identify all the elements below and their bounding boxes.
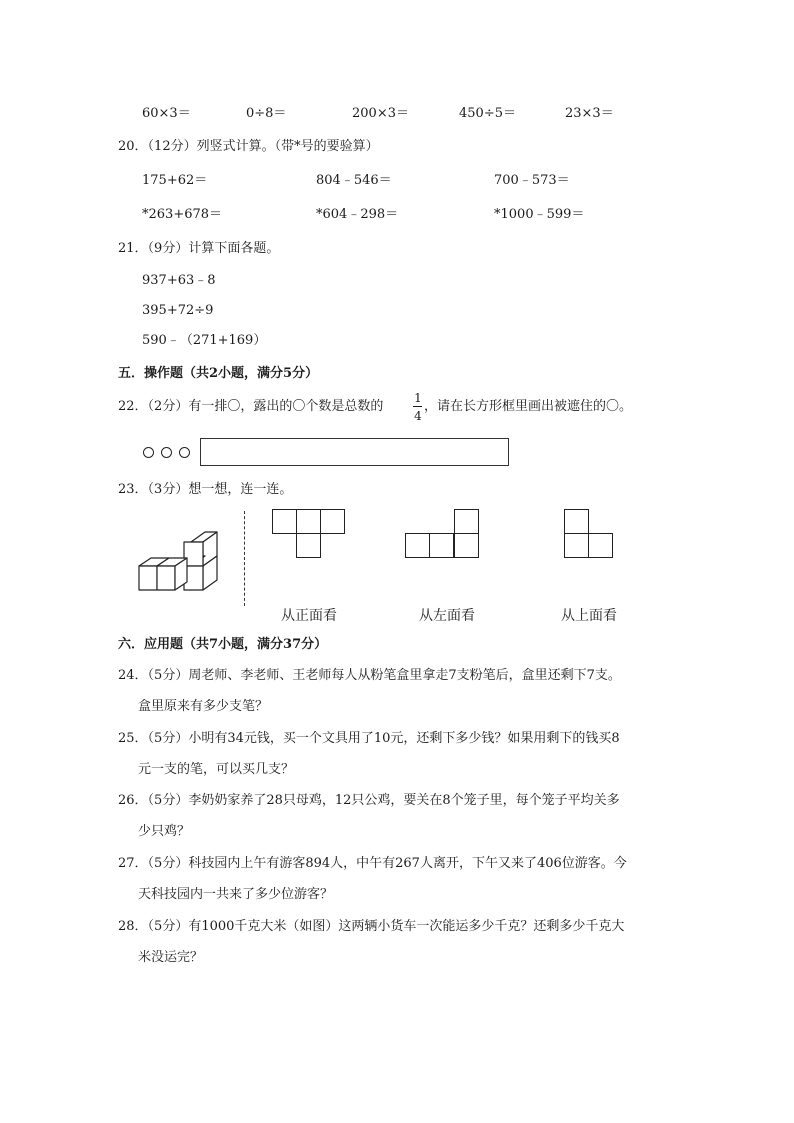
problem-line: 米没运完？	[138, 950, 204, 965]
fraction-bar	[413, 406, 422, 407]
circle-icon	[179, 447, 190, 458]
circle-icon	[161, 447, 172, 458]
question-20-title: 20．（12分）列竖式计算。（带*号的要验算）	[118, 139, 379, 154]
answer-drawing-box[interactable]	[200, 438, 509, 466]
problem-line: 24．（5分）周老师、李老师、王老师每人从粉笔盒里拿走7支粉笔后，盒里还剩下7支。	[118, 668, 621, 683]
question-22-text-before: 22．（2分）有一排〇，露出的〇个数是总数的	[118, 399, 384, 414]
problem-line: 少只鸡？	[138, 824, 191, 839]
circle-icon	[143, 447, 154, 458]
view-square	[588, 533, 613, 558]
fraction-denominator: 4	[414, 409, 422, 423]
question-21-title: 21．（9分）计算下面各题。	[118, 241, 280, 256]
calc-item: 60×3＝	[142, 106, 191, 121]
problem-line: 28．（5分）有1000千克大米（如图）这两辆小货车一次能运多少千克？还剩多少千克大	[118, 919, 625, 934]
expression-item: 590﹣（271+169）	[142, 333, 267, 348]
view-square	[296, 533, 321, 558]
view-square	[272, 509, 297, 534]
fraction-numerator: 1	[414, 391, 422, 405]
calc-item: *263+678＝	[142, 207, 223, 222]
calc-item: *1000﹣599＝	[494, 207, 585, 222]
calc-item: 200×3＝	[352, 106, 409, 121]
section-heading: 五．操作题（共2小题，满分5分）	[118, 366, 319, 381]
cube-stack-figure	[135, 528, 223, 596]
problem-line: 盒里原来有多少支笔？	[138, 699, 269, 714]
divider	[244, 511, 245, 606]
expression-item: 395+72÷9	[142, 303, 214, 318]
view-square	[564, 533, 589, 558]
view-square	[454, 509, 479, 534]
problem-line: 元一支的笔，可以买几支？	[138, 762, 295, 777]
view-square	[564, 509, 589, 534]
calc-item: 450÷5＝	[459, 106, 516, 121]
problem-line: 25．（5分）小明有34元钱，买一个文具用了10元，还剩下多少钱？如果用剩下的钱买8	[118, 731, 620, 746]
problem-line: 天科技园内一共来了多少位游客？	[138, 887, 334, 902]
view-square	[320, 509, 345, 534]
expression-item: 937+63﹣8	[142, 273, 216, 288]
calc-item: 175+62＝	[142, 173, 208, 188]
view-label-front: 从正面看	[281, 608, 337, 624]
question-22-text-after: ，请在长方形框里画出被遮住的〇。	[424, 399, 633, 414]
problem-line: 26．（5分）李奶奶家养了28只母鸡，12只公鸡，要关在8个笼子里，每个笼子平均关多	[118, 793, 620, 808]
section-heading: 六．应用题（共7小题，满分37分）	[118, 637, 328, 652]
calc-item: 0÷8＝	[246, 106, 287, 121]
problem-line: 27．（5分）科技园内上午有游客894人，中午有267人离开，下午又来了406位游客。今	[118, 856, 627, 871]
calc-item: 23×3＝	[565, 106, 614, 121]
view-square	[405, 533, 430, 558]
calc-item: 700﹣573＝	[494, 173, 570, 188]
view-label-left: 从左面看	[419, 608, 475, 624]
calc-item: *604﹣298＝	[316, 207, 399, 222]
view-square	[296, 509, 321, 534]
question-23-title: 23．（3分）想一想，连一连。	[118, 482, 293, 497]
view-square	[454, 533, 479, 558]
view-label-top: 从上面看	[561, 608, 617, 624]
view-square	[429, 533, 454, 558]
calc-item: 804﹣546＝	[316, 173, 392, 188]
